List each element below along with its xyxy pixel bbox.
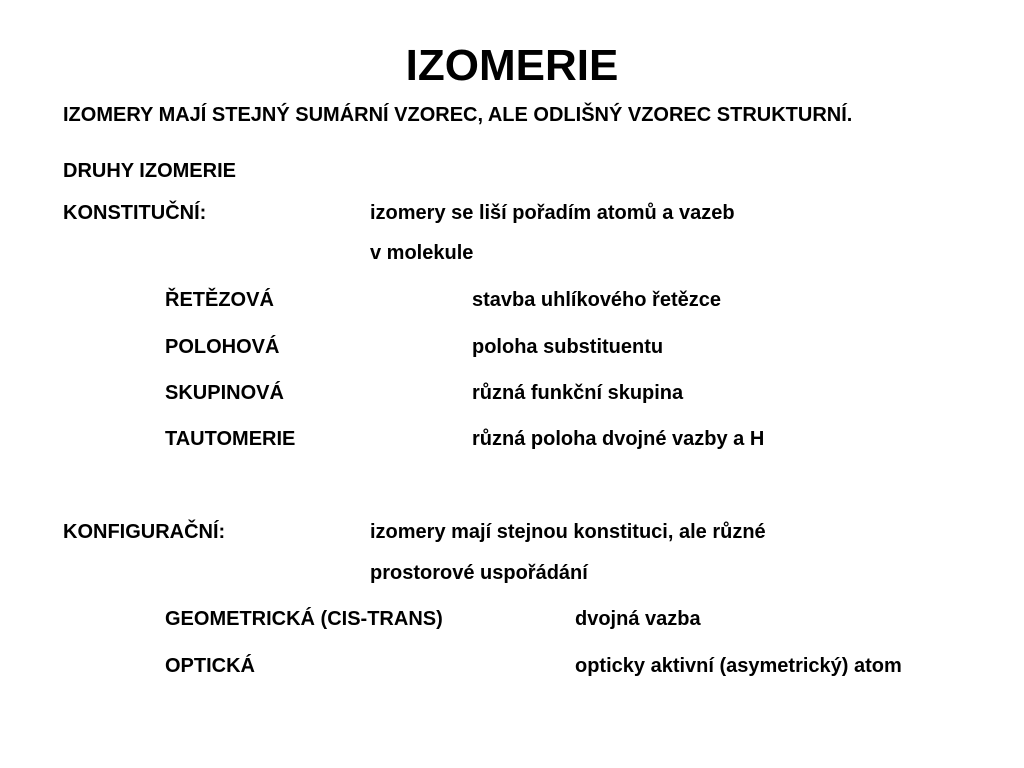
constitutional-description-line2: v molekule	[370, 242, 474, 264]
constitutional-description-line1: izomery se liší pořadím atomů a vazeb	[370, 202, 735, 224]
subtype-name: OPTICKÁ	[165, 655, 255, 677]
configurational-description-line2: prostorové uspořádání	[370, 562, 588, 584]
subtype-name: ŘETĚZOVÁ	[165, 289, 274, 311]
subtype-description: stavba uhlíkového řetězce	[472, 289, 721, 311]
subtype-name: GEOMETRICKÁ (CIS-TRANS)	[165, 608, 443, 630]
configurational-label: KONFIGURAČNÍ:	[63, 521, 226, 543]
subtype-name: SKUPINOVÁ	[165, 382, 284, 404]
subtype-description: poloha substituentu	[472, 336, 664, 358]
types-heading: DRUHY IZOMERIE	[63, 160, 236, 182]
subtype-name: POLOHOVÁ	[165, 336, 280, 358]
subtype-name: TAUTOMERIE	[165, 428, 296, 450]
subtype-description: dvojná vazba	[575, 608, 701, 630]
definition-text: IZOMERY MAJÍ STEJNÝ SUMÁRNÍ VZOREC, ALE ODLIŠNÝ VZOREC STRUKTURNÍ.	[63, 104, 853, 126]
subtype-description: různá funkční skupina	[472, 382, 684, 404]
page-title: IZOMERIE	[405, 41, 619, 90]
configurational-description-line1: izomery mají stejnou konstituci, ale různé	[370, 521, 766, 543]
subtype-description: různá poloha dvojné vazby a H	[472, 428, 765, 450]
subtype-description: opticky aktivní (asymetrický) atom	[575, 655, 902, 677]
constitutional-label: KONSTITUČNÍ:	[63, 202, 207, 224]
